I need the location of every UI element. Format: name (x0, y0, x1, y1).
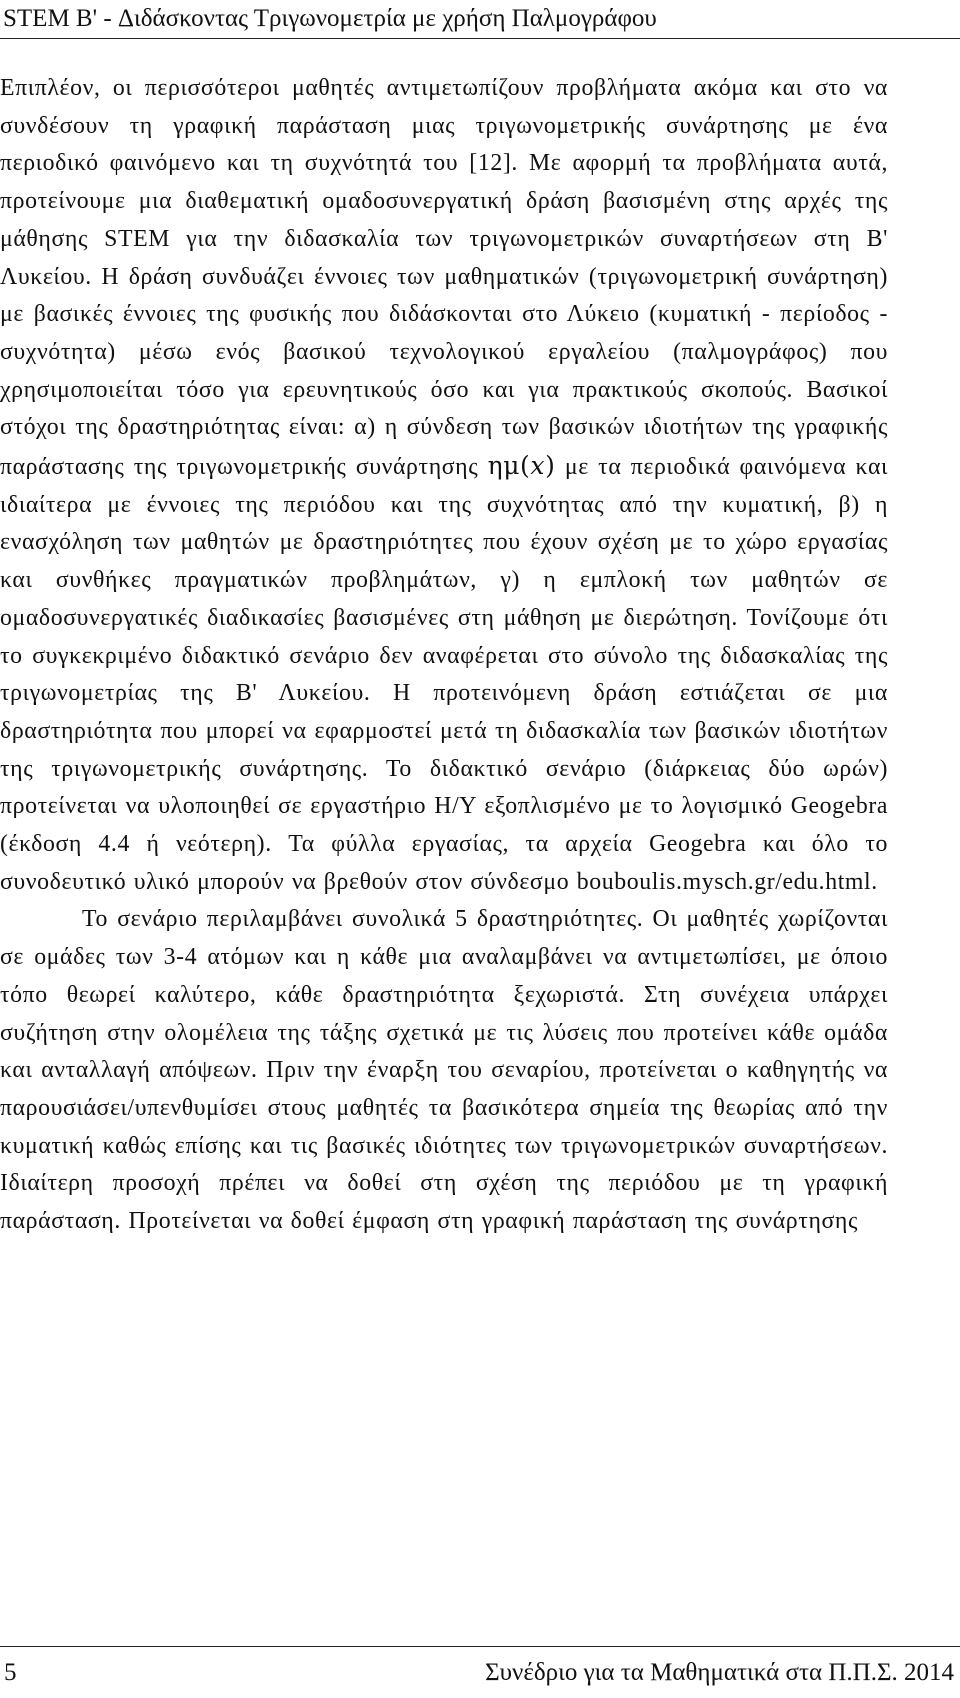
paragraph-1-part-b: με τα περιοδικά φαινόμενα και ιδιαίτερα με έννοιες της περιόδου και της συχνότητας από την κυματική, β) η ενασχόληση των μαθητών με δραστηριότητες που έχουν σχέση με το χώρο εργασίας και συνθήκες πραγματικών προβλημάτων, γ) η εμπλοκή των μαθητών σε ομαδοσυνεργατικές διαδικασίες βασισμένες στη μάθηση με διερώτηση. Τονίζουμε ότι το συγκεκριμένο διδακτικό σενάριο δεν αναφέρεται στο σύνολο της διδασκαλίας της τριγωνομετρίας της Β' Λυκείου. Η προτεινόμενη δράση εστιάζεται σε μια δραστηριότητα που μπορεί να εφαρμοστεί μετά τη διδασκαλία των βασικών ιδιοτήτων της τριγωνομετρικής συνάρτησης. Το διδακτικό σενάριο (διάρκειας δύο ωρών) προτείνεται να υλοποιηθεί σε εργαστήριο Η/Υ εξοπλισμένο με το λογισμικό Geogebra (έκδοση 4.4 ή νεότερη). Τα φύλλα εργασίας, τα αρχεία Geogebra και όλο το συνοδευτικό υλικό μπορούν να βρεθούν στον σύνδεσμο bouboulis.mysch.gr/edu.html. (0, 454, 889, 895)
footer-conference-name: Συνέδριο για τα Μαθηματικά στα Π.Π.Σ. 2014 (485, 1659, 954, 1686)
running-header: STEM B' - Διδάσκοντας Τριγωνομετρία με χρήση Παλμογράφου (3, 5, 657, 32)
paragraph-1-part-a: Επιπλέον, οι περισσότεροι μαθητές αντιμετωπίζουν προβλήματα ακόμα και στο να συνδέσουν τη γραφική παράσταση μιας τριγωνομετρικής συνάρτησης με ένα περιοδικό φαινόμενο και τη συχνότητά του [12]. Με αφορμή τα προβλήματα αυτά, προτείνουμε μια διαθεματική ομαδοσυνεργατική δράση βασισμένη στης αρχές της μάθησης STEM για την διδασκαλία των τριγωνομετρικών συναρτήσεων στη Β' Λυκείου. Η δράση συνδυάζει έννοιες των μαθηματικών (τριγωνομετρική συνάρτηση) με βασικές έννοιες της φυσικής που διδάσκονται στο Λύκειο (κυματική - περίοδος - συχνότητα) μέσω ενός βασικού τεχνολογικού εργαλείου (παλμογράφος) που χρησιμοποιείται τόσο για ερευνητικούς όσο και για πρακτικούς σκοπούς. Βασικοί στόχοι της δραστηριότητας είναι: α) η σύνδεση των βασικών ιδιοτήτων της γραφικής παράστασης της τριγωνομετρικής συνάρτησης (0, 75, 888, 481)
header-divider (0, 38, 960, 39)
page-number: 5 (4, 1659, 17, 1686)
math-close-paren: ) (545, 451, 556, 481)
footer-divider (0, 1646, 960, 1647)
paragraph-2 (0, 901, 888, 1240)
math-variable: x (530, 451, 546, 481)
paragraph-1 (0, 70, 888, 901)
paragraph-2-text: Το σενάριο περιλαμβάνει συνολικά 5 δραστηριότητες. Οι μαθητές χωρίζονται σε ομάδες των 3-4 ατόμων και η κάθε μια αναλαμβάνει να αντιμετωπίσει, με όποιο τόπο θεωρεί καλύτερο, κάθε δραστηριότητα ξεχωριστά. Στη συνέχεια υπάρχει συζήτηση στην ολομέλεια της τάξης σχετικά με τις λύσεις που προτείνει κάθε ομάδα και ανταλλαγή απόψεων. Πριν την έναρξη του σεναρίου, προτείνεται ο καθηγητής να παρουσιάσει/υπενθυμίσει στους μαθητές τα βασικότερα σημεία της θεωρίας από την κυματική καθώς επίσης και τις βασικές ιδιότητες των τριγωνομετρικών συναρτήσεων. Ιδιαίτερη προσοχή πρέπει να δοθεί στη σχέση της περιόδου με τη γραφική παράσταση. Προτείνεται να δοθεί έμφαση στη γραφική παράσταση της συνάρτησης (0, 906, 888, 1235)
math-expression (488, 451, 556, 480)
body-text (0, 70, 888, 1241)
math-function: ημ( (487, 451, 531, 481)
